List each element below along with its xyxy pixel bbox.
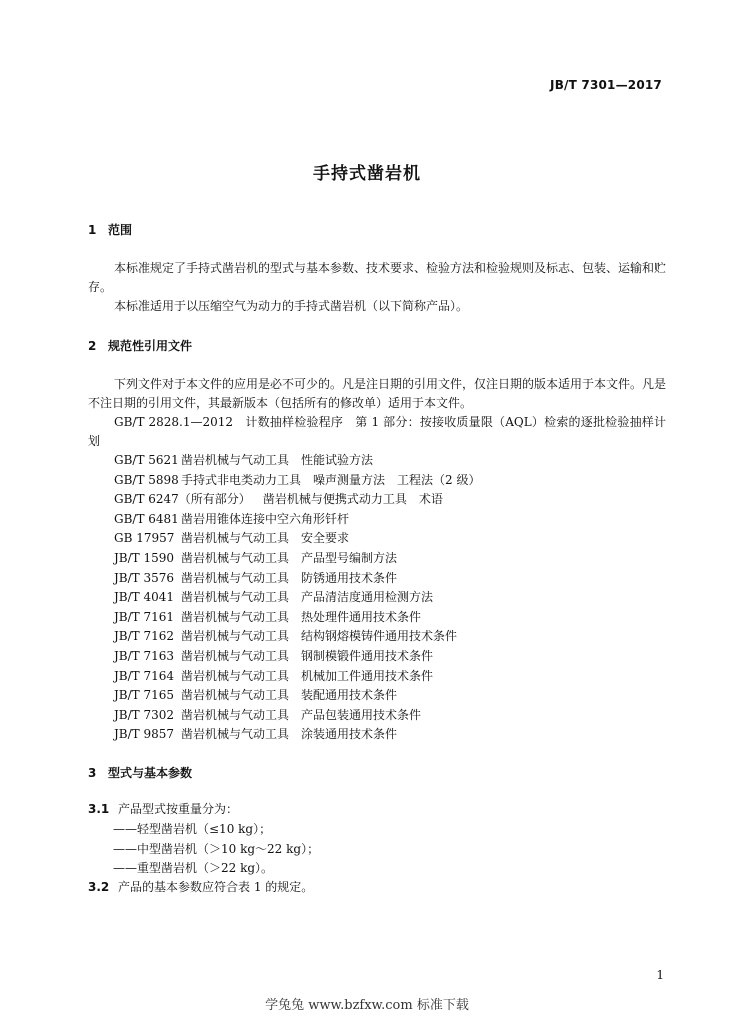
reference-item xyxy=(114,588,480,608)
reference-code: JB/T 7302 xyxy=(114,707,175,722)
list-item: ——重型凿岩机（＞22 kg）。 xyxy=(113,861,274,876)
clause-3-1-number: 3.1 xyxy=(88,802,110,816)
clause-3-2-number: 3.2 xyxy=(88,880,110,894)
reference-code: JB/T 3576 xyxy=(114,570,175,585)
reference-title: 凿岩机械与气动工具 机械加工件通用技术条件 xyxy=(181,668,434,683)
reference-item xyxy=(114,549,480,569)
reference-title: 凿岩机械与气动工具 钢制模锻件通用技术条件 xyxy=(181,648,434,663)
section-2-heading xyxy=(88,337,192,354)
list-item: ——中型凿岩机（＞10 kg～22 kg）； xyxy=(113,841,320,856)
section-3-heading xyxy=(88,764,192,781)
reference-title: 凿岩机械与气动工具 装配通用技术条件 xyxy=(181,688,398,703)
reference-item xyxy=(114,608,480,628)
reference-item xyxy=(114,451,480,471)
section-1-paragraph-1: 本标准规定了手持式凿岩机的型式与基本参数、技术要求、检验方法和检验规则及标志、包装、运输和贮存。 xyxy=(88,261,667,294)
reference-title: 凿岩机械与气动工具 产品清洁度通用检测方法 xyxy=(181,590,434,605)
section-1-heading xyxy=(88,221,132,238)
reference-item xyxy=(114,510,480,530)
watermark-text: 学兔兔 www.bzfxw.com 标准下载 xyxy=(265,998,469,1013)
reference-code: JB/T 7163 xyxy=(114,648,175,663)
reference-item xyxy=(114,706,480,726)
reference-item xyxy=(114,569,480,589)
section-2-intro: 下列文件对于本文件的应用是必不可少的。凡是注日期的引用文件，仅注日期的版本适用于本文件。凡是不注日期的引用文件，其最新版本（包括所有的修改单）适用于本文件。 xyxy=(88,377,667,410)
reference-title: 凿岩机械与气动工具 防锈通用技术条件 xyxy=(181,570,398,585)
reference-title: 凿岩用锥体连接中空六角形钎杆 xyxy=(181,511,350,526)
reference-code: JB/T 4041 xyxy=(114,590,175,605)
reference-title: 凿岩机械与气动工具 产品型号编制方法 xyxy=(181,550,398,565)
reference-code: JB/T 7162 xyxy=(114,629,175,644)
reference-title: 凿岩机械与气动工具 产品包装通用技术条件 xyxy=(181,707,422,722)
reference-code: GB/T 6481 xyxy=(114,511,179,526)
reference-item xyxy=(114,667,480,687)
reference-title: 凿岩机械与气动工具 性能试验方法 xyxy=(181,453,374,467)
clause-3-2 xyxy=(88,878,313,895)
reference-code: JB/T 7161 xyxy=(114,609,175,624)
reference-item xyxy=(114,471,480,491)
reference-item xyxy=(114,686,480,706)
standard-number: JB/T 7301—2017 xyxy=(550,78,662,92)
reference-title: 凿岩机械与气动工具 涂装通用技术条件 xyxy=(181,727,398,742)
reference-code: GB/T 5898 xyxy=(114,472,179,487)
reference-code: JB/T 9857 xyxy=(114,727,175,742)
reference-title: 凿岩机械与气动工具 结构钢熔模铸件通用技术条件 xyxy=(181,629,458,644)
reference-item xyxy=(114,647,480,667)
reference-code: GB/T 6247（所有部分） xyxy=(114,492,251,507)
section-3-title: 型式与基本参数 xyxy=(108,766,193,780)
section-1-number: 1 xyxy=(88,223,97,237)
reference-item xyxy=(114,627,480,647)
section-1-paragraph-2: 本标准适用于以压缩空气为动力的手持式凿岩机（以下简称产品）。 xyxy=(114,299,469,313)
reference-title: 凿岩机械与便携式动力工具 术语 xyxy=(262,492,443,507)
reference-code: JB/T 7164 xyxy=(114,668,175,683)
section-3-number: 3 xyxy=(88,766,97,780)
reference-code: JB/T 7165 xyxy=(114,688,175,703)
section-2-number: 2 xyxy=(88,339,97,353)
reference-title: 凿岩机械与气动工具 安全要求 xyxy=(181,531,350,546)
reference-code: JB/T 1590 xyxy=(114,550,175,565)
section-1-title: 范围 xyxy=(108,223,133,237)
list-item: ——轻型凿岩机（≤10 kg）； xyxy=(113,822,272,836)
section-2-title: 规范性引用文件 xyxy=(108,339,193,353)
page-number: 1 xyxy=(656,968,664,982)
reference-gbt-2828: GB/T 2828.1—2012 计数抽样检验程序 第 1 部分：按接收质量限（AQL）检索的逐批检验抽样计划 xyxy=(88,415,666,448)
reference-code: GB 17957 xyxy=(114,531,175,546)
product-type-list xyxy=(113,820,319,879)
reference-title: 手持式非电类动力工具 噪声测量方法 工程法（2 级） xyxy=(181,472,481,487)
clause-3-1 xyxy=(88,800,238,817)
reference-item xyxy=(114,490,480,510)
reference-title: 凿岩机械与气动工具 热处理件通用技术条件 xyxy=(181,609,422,624)
reference-code: GB/T 5621 xyxy=(114,453,179,467)
reference-item xyxy=(114,529,480,549)
clause-3-2-text: 产品的基本参数应符合表 1 的规定。 xyxy=(118,880,314,894)
reference-item xyxy=(114,725,480,745)
reference-list xyxy=(114,451,480,745)
document-title: 手持式凿岩机 xyxy=(313,164,421,184)
clause-3-1-text: 产品型式按重量分为： xyxy=(118,802,239,816)
